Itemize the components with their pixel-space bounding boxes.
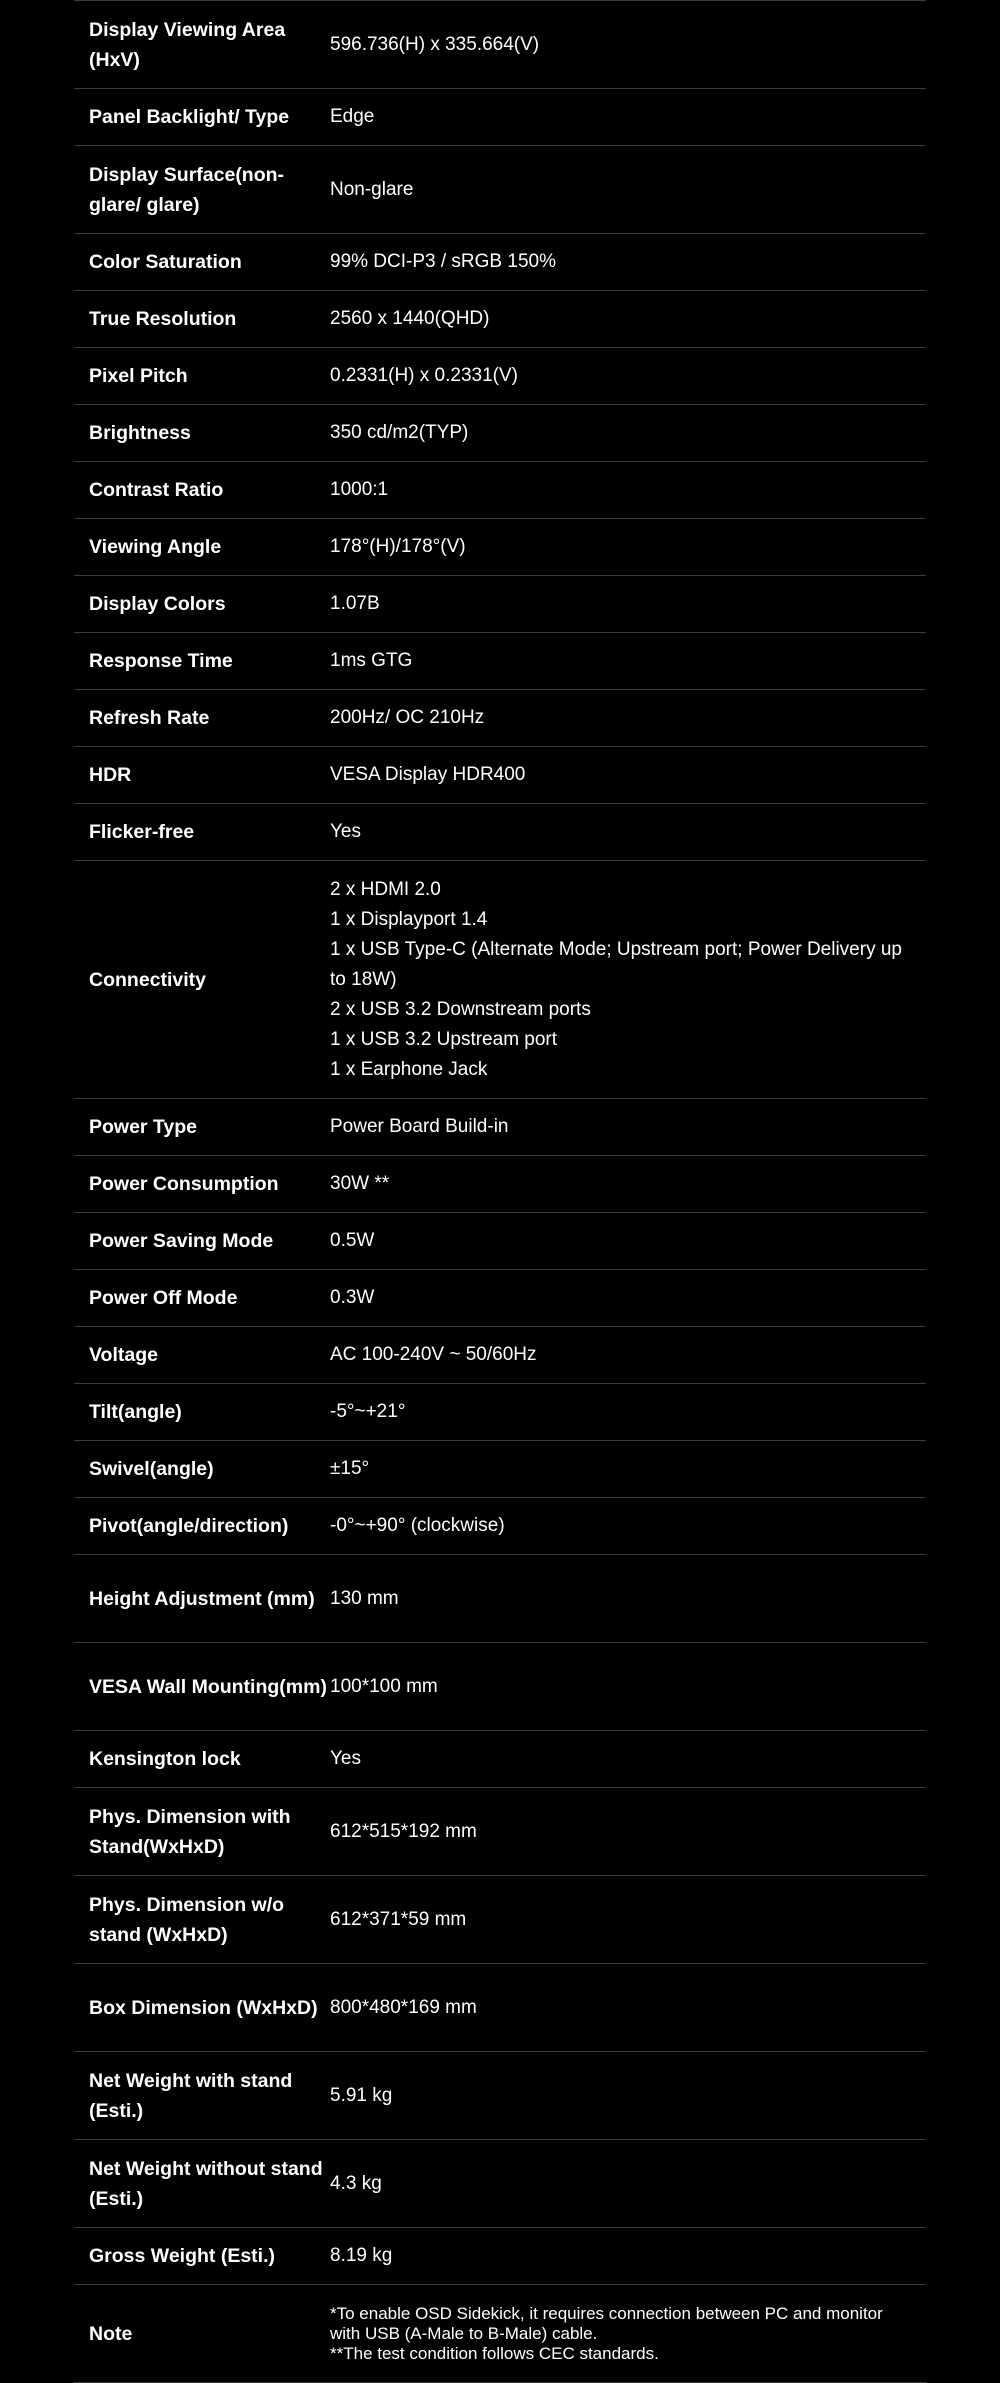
spec-label: Tilt(angle) xyxy=(89,1401,182,1423)
spec-label: Phys. Dimension with Stand(WxHxD) xyxy=(89,1805,291,1858)
spec-value xyxy=(330,589,926,619)
spec-value xyxy=(330,875,926,1085)
spec-value-line: 5.91 kg xyxy=(330,2084,393,2106)
spec-value xyxy=(330,2304,926,2364)
spec-label: Display Surface(non-glare/ glare) xyxy=(89,163,285,216)
spec-value-line: 1000:1 xyxy=(330,479,389,500)
spec-value-line: 612*371*59 mm xyxy=(330,1908,467,1930)
spec-value xyxy=(330,175,926,205)
spec-value xyxy=(330,703,926,733)
spec-value-line: AC 100-240V ~ 50/60Hz xyxy=(330,1344,537,1365)
spec-row xyxy=(74,234,926,291)
spec-label: Display Viewing Area (HxV) xyxy=(89,18,286,71)
spec-value xyxy=(330,304,926,334)
spec-value-line: 2560 x 1440(QHD) xyxy=(330,308,490,329)
spec-value-line: 800*480*169 mm xyxy=(330,1996,477,2018)
spec-value-line: 0.2331(H) x 0.2331(V) xyxy=(330,365,518,386)
spec-label: Note xyxy=(89,2322,133,2345)
spec-value-line: 612*515*192 mm xyxy=(330,1820,477,1842)
spec-label: Brightness xyxy=(89,422,191,444)
spec-label: Connectivity xyxy=(89,968,207,991)
spec-label: VESA Wall Mounting(mm) xyxy=(89,1675,327,1698)
spec-value xyxy=(330,1905,926,1935)
spec-value-line: 100*100 mm xyxy=(330,1675,438,1697)
spec-value-line: 596.736(H) x 335.664(V) xyxy=(330,33,540,55)
spec-row xyxy=(74,1213,926,1270)
spec-row xyxy=(74,2285,926,2383)
spec-value-line: 0.3W xyxy=(330,1287,375,1308)
spec-value-line: 0.5W xyxy=(330,1230,375,1251)
spec-value-line: ±15° xyxy=(330,1458,370,1479)
spec-row xyxy=(74,405,926,462)
spec-label: Power Saving Mode xyxy=(89,1230,274,1252)
spec-row xyxy=(74,1555,926,1643)
spec-row xyxy=(74,291,926,348)
spec-label: Response Time xyxy=(89,650,233,672)
spec-value xyxy=(330,418,926,448)
spec-row xyxy=(74,1099,926,1156)
spec-value-line: **The test condition follows CEC standards. xyxy=(330,2343,659,2363)
spec-value-line: *To enable OSD Sidekick, it requires connection between PC and monitor with USB (A-Male to B-Male) cable. xyxy=(330,2303,883,2343)
spec-row xyxy=(74,1156,926,1213)
spec-value xyxy=(330,361,926,391)
spec-value-line: 350 cd/m2(TYP) xyxy=(330,422,469,443)
spec-value-line: 2 x USB 3.2 Downstream ports xyxy=(330,998,591,1020)
spec-value xyxy=(330,1283,926,1313)
spec-value xyxy=(330,817,926,847)
spec-value xyxy=(330,475,926,505)
spec-row xyxy=(74,2052,926,2140)
spec-value xyxy=(330,760,926,790)
spec-value xyxy=(330,1397,926,1427)
spec-row xyxy=(74,1441,926,1498)
spec-row xyxy=(74,1876,926,1964)
spec-row xyxy=(74,861,926,1099)
spec-value-line: 8.19 kg xyxy=(330,2245,393,2266)
spec-value-line: VESA Display HDR400 xyxy=(330,764,526,785)
spec-value-line: Power Board Build-in xyxy=(330,1116,509,1137)
spec-value xyxy=(330,1672,926,1702)
spec-value xyxy=(330,2169,926,2199)
spec-value xyxy=(330,2081,926,2111)
spec-label: Box Dimension (WxHxD) xyxy=(89,1996,318,2019)
spec-label: Panel Backlight/ Type xyxy=(89,106,290,128)
spec-value-line: 178°(H)/178°(V) xyxy=(330,536,466,557)
spec-row xyxy=(74,690,926,747)
spec-row xyxy=(74,89,926,146)
spec-label: Net Weight without stand (Esti.) xyxy=(89,2157,323,2210)
spec-value xyxy=(330,1744,926,1774)
spec-row xyxy=(74,1,926,89)
spec-value-line: -5°~+21° xyxy=(330,1401,406,1422)
spec-table xyxy=(74,0,926,2383)
spec-value-line: Yes xyxy=(330,821,361,842)
spec-row xyxy=(74,633,926,690)
spec-value-line: Yes xyxy=(330,1748,361,1769)
spec-value-line: 99% DCI-P3 / sRGB 150% xyxy=(330,251,556,272)
spec-label: Display Colors xyxy=(89,593,226,615)
spec-label: Refresh Rate xyxy=(89,707,210,729)
spec-row xyxy=(74,1498,926,1555)
spec-label: Contrast Ratio xyxy=(89,479,224,501)
spec-row xyxy=(74,1643,926,1731)
spec-value xyxy=(330,1817,926,1847)
spec-label: HDR xyxy=(89,764,132,786)
spec-label: Power Off Mode xyxy=(89,1287,238,1309)
spec-label: Height Adjustment (mm) xyxy=(89,1587,315,1610)
spec-value-line: 1 x USB 3.2 Upstream port xyxy=(330,1028,558,1050)
spec-label: Pixel Pitch xyxy=(89,365,188,387)
spec-label: Kensington lock xyxy=(89,1748,241,1770)
spec-value xyxy=(330,102,926,132)
spec-row xyxy=(74,747,926,804)
spec-row xyxy=(74,804,926,861)
spec-value xyxy=(330,30,926,60)
spec-value-line: 200Hz/ OC 210Hz xyxy=(330,707,485,728)
spec-value-line: 1.07B xyxy=(330,593,380,614)
spec-row xyxy=(74,1384,926,1441)
spec-value xyxy=(330,1454,926,1484)
spec-label: Net Weight with stand (Esti.) xyxy=(89,2069,293,2122)
spec-row xyxy=(74,576,926,633)
spec-row xyxy=(74,146,926,234)
spec-row xyxy=(74,519,926,576)
spec-label: Viewing Angle xyxy=(89,536,222,558)
spec-value-line: 1 x USB Type-C (Alternate Mode; Upstream port; Power Delivery up to 18W) xyxy=(330,938,902,990)
spec-label: True Resolution xyxy=(89,308,237,330)
spec-value-line: -0°~+90° (clockwise) xyxy=(330,1515,505,1536)
spec-value xyxy=(330,1112,926,1142)
spec-value xyxy=(330,2241,926,2271)
spec-row xyxy=(74,462,926,519)
spec-label: Pivot(angle/direction) xyxy=(89,1515,289,1537)
spec-label: Power Type xyxy=(89,1116,198,1138)
spec-label: Power Consumption xyxy=(89,1173,279,1195)
spec-value xyxy=(330,1993,926,2023)
spec-label: Flicker-free xyxy=(89,821,195,843)
spec-value-line: Edge xyxy=(330,106,375,127)
spec-value-line: 1 x Earphone Jack xyxy=(330,1058,488,1080)
spec-value xyxy=(330,1226,926,1256)
spec-value-line: 2 x HDMI 2.0 xyxy=(330,878,441,900)
spec-row xyxy=(74,1327,926,1384)
spec-row xyxy=(74,1731,926,1788)
spec-value xyxy=(330,646,926,676)
spec-value-line: 1ms GTG xyxy=(330,650,413,671)
spec-value xyxy=(330,247,926,277)
spec-row xyxy=(74,1788,926,1876)
spec-label: Swivel(angle) xyxy=(89,1458,214,1480)
spec-value-line: Non-glare xyxy=(330,178,414,200)
spec-row xyxy=(74,2140,926,2228)
spec-value xyxy=(330,1169,926,1199)
spec-value xyxy=(330,1340,926,1370)
spec-value-line: 130 mm xyxy=(330,1587,399,1609)
spec-value-line: 30W ** xyxy=(330,1173,390,1194)
spec-label: Voltage xyxy=(89,1344,158,1366)
spec-value xyxy=(330,532,926,562)
spec-row xyxy=(74,1270,926,1327)
spec-row xyxy=(74,1964,926,2052)
spec-label: Phys. Dimension w/o stand (WxHxD) xyxy=(89,1893,285,1946)
spec-row xyxy=(74,2228,926,2285)
spec-value-line: 4.3 kg xyxy=(330,2172,382,2194)
spec-value xyxy=(330,1584,926,1614)
spec-label: Color Saturation xyxy=(89,251,242,273)
spec-label: Gross Weight (Esti.) xyxy=(89,2245,275,2267)
spec-value xyxy=(330,1511,926,1541)
spec-row xyxy=(74,348,926,405)
spec-value-line: 1 x Displayport 1.4 xyxy=(330,908,488,930)
